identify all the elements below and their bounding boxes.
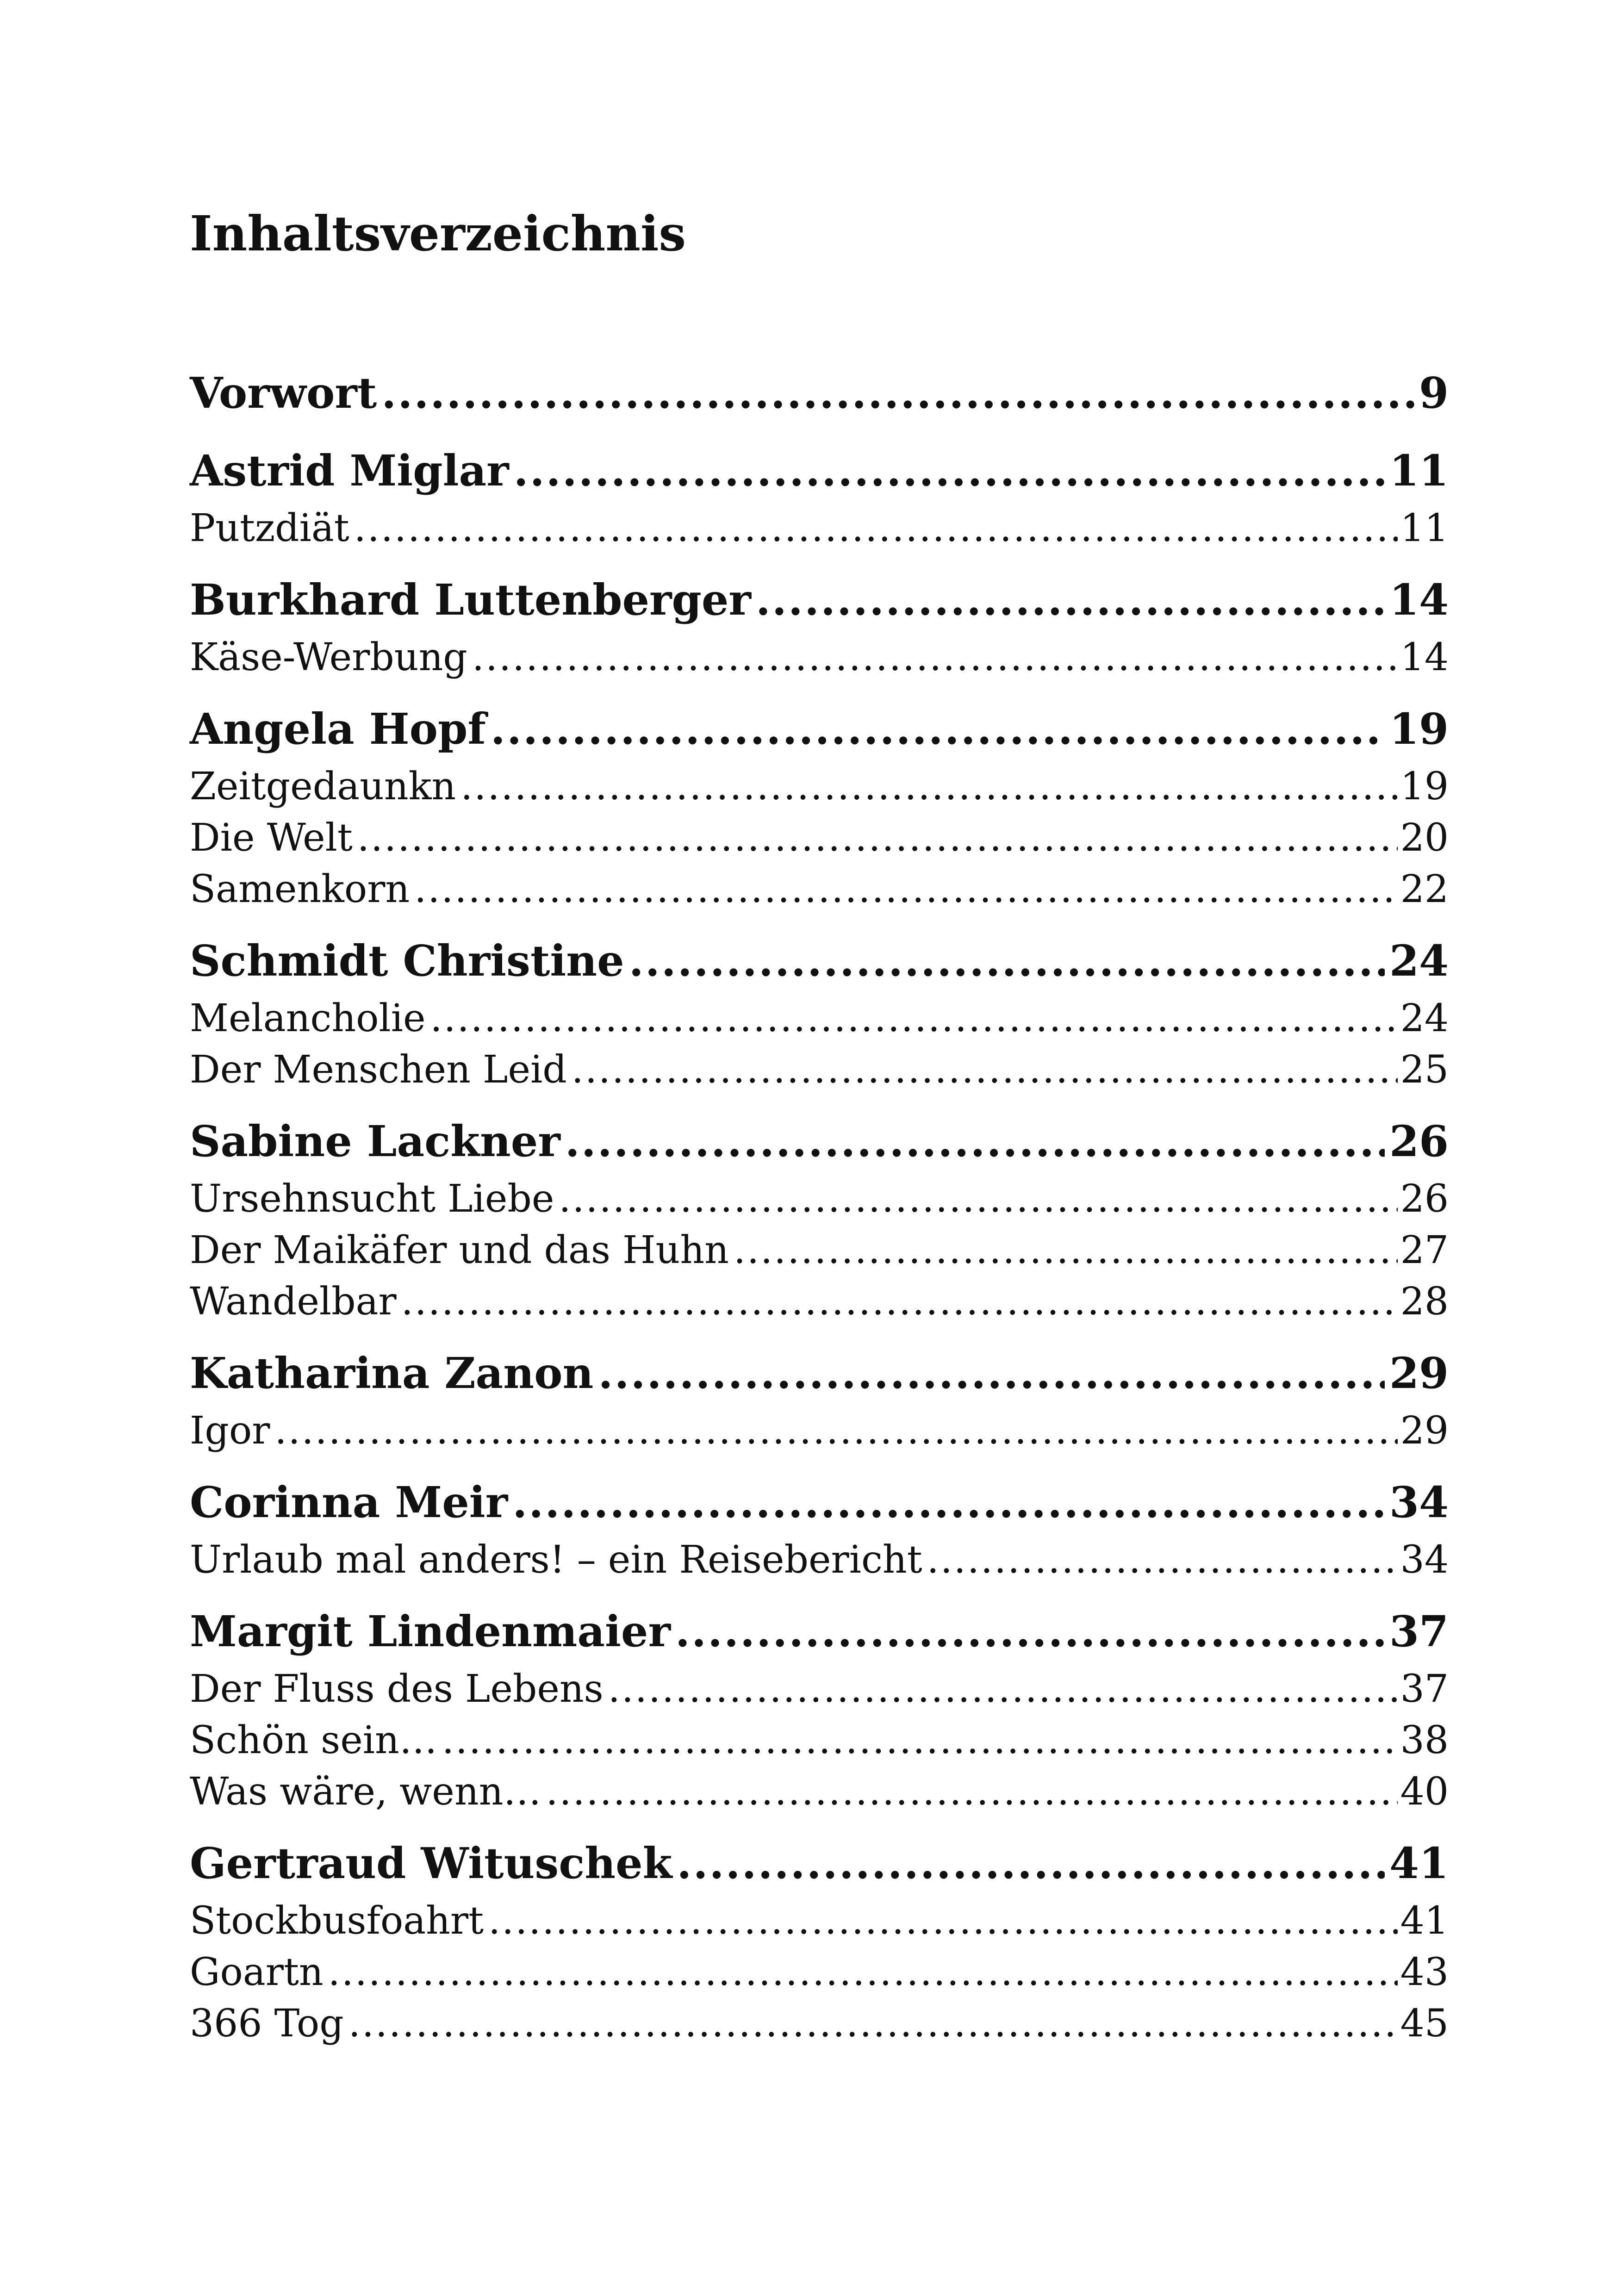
toc-page-number: 34	[1389, 1477, 1449, 1527]
toc-entry-row	[190, 812, 1449, 864]
toc-page-number: 26	[1389, 1116, 1449, 1166]
toc-author-name: Katharina Zanon	[190, 1348, 594, 1398]
dot-leader	[546, 1766, 1397, 1817]
toc-entry-title: Ursehnsucht Liebe	[190, 1177, 554, 1221]
toc-entry-row	[190, 1998, 1449, 2049]
toc-entry-title: Goartn	[190, 1950, 324, 1994]
toc-section	[190, 439, 1449, 554]
dot-leader	[677, 1831, 1385, 1895]
toc-entry-row	[190, 1715, 1449, 1766]
toc-page-number: 11	[1400, 506, 1449, 550]
toc-page-number: 24	[1400, 996, 1449, 1040]
toc-page-number: 19	[1400, 765, 1449, 809]
toc-entry-title: Die Welt	[190, 816, 353, 860]
dot-leader	[442, 1715, 1398, 1766]
dot-leader	[328, 1947, 1398, 1998]
toc-page-number: 45	[1400, 2002, 1449, 2046]
toc-author-name: Angela Hopf	[190, 704, 486, 754]
toc-page-number: 40	[1400, 1770, 1449, 1814]
toc-section	[190, 929, 1449, 1095]
toc-author-name: Gertraud Wituschek	[190, 1838, 672, 1888]
toc-page-number: 41	[1389, 1838, 1449, 1888]
toc-entry-row	[190, 632, 1449, 683]
toc-author-row	[190, 929, 1449, 993]
dot-leader	[381, 361, 1414, 425]
toc-entry-row	[190, 761, 1449, 812]
dot-leader	[927, 1534, 1398, 1586]
toc-section	[190, 568, 1449, 683]
dot-leader	[756, 568, 1385, 632]
toc-author-row	[190, 1831, 1449, 1895]
toc-section	[190, 1470, 1449, 1586]
toc-entry-row	[190, 864, 1449, 915]
dot-leader	[430, 993, 1398, 1044]
toc-author-name: Sabine Lackner	[190, 1116, 560, 1166]
toc-entry-title: Wandelbar	[190, 1280, 397, 1324]
dot-leader	[572, 1044, 1398, 1095]
toc-page-number: 24	[1389, 936, 1449, 986]
toc-entry-title: Samenkorn	[190, 867, 410, 911]
toc-author-name: Astrid Miglar	[190, 446, 509, 496]
table-of-contents	[190, 361, 1449, 2049]
toc-entry-title: 366 Tog	[190, 2002, 344, 2046]
toc-author-row	[190, 697, 1449, 761]
toc-entry-title: Der Maikäfer und das Huhn	[190, 1228, 729, 1272]
toc-author-row	[190, 439, 1449, 503]
toc-entry-row	[190, 1663, 1449, 1715]
dot-leader	[274, 1405, 1397, 1456]
toc-entry-row	[190, 1276, 1449, 1327]
dot-leader	[472, 632, 1398, 683]
toc-page-number: 22	[1400, 867, 1449, 911]
toc-entry-row	[190, 1947, 1449, 1998]
toc-section	[190, 697, 1449, 915]
dot-leader	[629, 929, 1385, 993]
toc-entry-row	[190, 1405, 1449, 1456]
toc-entry-title: Stockbusfoahrt	[190, 1899, 484, 1943]
toc-author-row	[190, 361, 1449, 425]
toc-entry-row	[190, 1044, 1449, 1095]
toc-page-number: 14	[1400, 635, 1449, 679]
page-title: Inhaltsverzeichnis	[190, 205, 686, 262]
dot-leader	[514, 439, 1385, 503]
toc-page-number: 43	[1400, 1950, 1449, 1994]
toc-entry-title: Was wäre, wenn…	[190, 1770, 541, 1814]
toc-entry-title: Zeitgedaunkn	[190, 765, 456, 809]
toc-author-name: Margit Lindenmaier	[190, 1606, 671, 1656]
dot-leader	[734, 1225, 1398, 1276]
toc-page-number: 37	[1389, 1606, 1449, 1656]
dot-leader	[491, 697, 1385, 761]
dot-leader	[559, 1173, 1397, 1225]
dot-leader	[357, 812, 1398, 864]
dot-leader	[608, 1663, 1398, 1715]
dot-leader	[354, 503, 1398, 554]
toc-author-row	[190, 1109, 1449, 1173]
toc-entry-row	[190, 1895, 1449, 1947]
toc-author-row	[190, 1470, 1449, 1534]
toc-page-number: 41	[1400, 1899, 1449, 1943]
toc-page-number: 29	[1389, 1348, 1449, 1398]
dot-leader	[675, 1599, 1385, 1663]
toc-page-number: 26	[1400, 1177, 1449, 1221]
toc-author-name: Corinna Meir	[190, 1477, 508, 1527]
toc-page-number: 11	[1389, 446, 1449, 496]
toc-page-number: 20	[1400, 816, 1449, 860]
toc-page-number: 34	[1400, 1538, 1449, 1582]
toc-page-number: 27	[1400, 1228, 1449, 1272]
toc-author-name: Vorwort	[190, 368, 377, 418]
toc-section	[190, 1341, 1449, 1456]
toc-section	[190, 1831, 1449, 2049]
toc-entry-title: Der Fluss des Lebens	[190, 1667, 604, 1711]
toc-page-number: 14	[1389, 575, 1449, 625]
dot-leader	[512, 1470, 1385, 1534]
document-page	[190, 0, 1449, 2296]
toc-author-name: Burkhard Luttenberger	[190, 575, 751, 625]
toc-page-number: 19	[1389, 704, 1449, 754]
toc-entry-row	[190, 1766, 1449, 1817]
toc-entry-row	[190, 1225, 1449, 1276]
toc-author-row	[190, 568, 1449, 632]
toc-entry-row	[190, 1173, 1449, 1225]
toc-section	[190, 1599, 1449, 1817]
toc-page-number: 29	[1400, 1409, 1449, 1453]
toc-entry-title: Melancholie	[190, 996, 426, 1040]
toc-page-number: 25	[1400, 1048, 1449, 1092]
toc-page-number: 28	[1400, 1280, 1449, 1324]
dot-leader	[414, 864, 1397, 915]
toc-entry-row	[190, 1534, 1449, 1586]
toc-entry-title: Putzdiät	[190, 506, 349, 550]
toc-entry-title: Igor	[190, 1409, 270, 1453]
toc-entry-row	[190, 503, 1449, 554]
dot-leader	[348, 1998, 1398, 2049]
dot-leader	[461, 761, 1397, 812]
toc-author-name: Schmidt Christine	[190, 936, 624, 986]
toc-entry-title: Der Menschen Leid	[190, 1048, 567, 1092]
toc-section	[190, 1109, 1449, 1327]
toc-entry-title: Schön sein…	[190, 1718, 437, 1762]
toc-author-row	[190, 1341, 1449, 1405]
toc-page-number: 37	[1400, 1667, 1449, 1711]
dot-leader	[598, 1341, 1385, 1405]
toc-entry-row	[190, 993, 1449, 1044]
toc-entry-title: Urlaub mal anders! – ein Reisebericht	[190, 1538, 922, 1582]
toc-page-number: 9	[1419, 368, 1449, 418]
dot-leader	[401, 1276, 1398, 1327]
dot-leader	[488, 1895, 1398, 1947]
dot-leader	[565, 1109, 1385, 1173]
toc-page-number: 38	[1400, 1718, 1449, 1762]
toc-section	[190, 361, 1449, 425]
toc-entry-title: Käse-Werbung	[190, 635, 467, 679]
toc-author-row	[190, 1599, 1449, 1663]
